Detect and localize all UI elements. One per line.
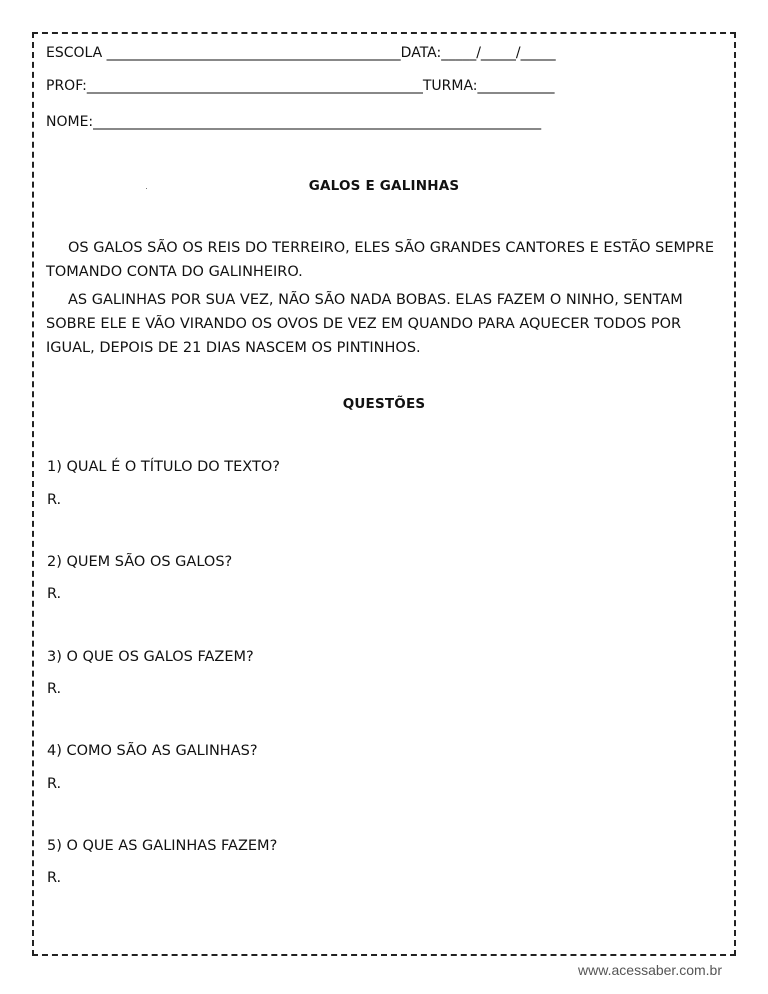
answer-5-label: R. bbox=[47, 870, 62, 886]
question-5: 5) O QUE AS GALINHAS FAZEM? bbox=[47, 838, 278, 854]
prof-turma-line: PROF:________________________________________________TURMA:___________ bbox=[46, 78, 555, 94]
question-2: 2) QUEM SÃO OS GALOS? bbox=[47, 554, 233, 570]
question-3: 3) O QUE OS GALOS FAZEM? bbox=[47, 649, 254, 665]
answer-1-label: R. bbox=[47, 492, 62, 508]
text-title: GALOS E GALINHAS bbox=[308, 178, 460, 194]
escola-data-line: ESCOLA __________________________________________DATA:_____/_____/_____ bbox=[46, 45, 556, 61]
question-1: 1) QUAL É O TÍTULO DO TEXTO? bbox=[47, 459, 280, 475]
answer-2-label: R. bbox=[47, 586, 62, 602]
answer-3-label: R. bbox=[47, 681, 62, 697]
answer-4-label: R. bbox=[47, 776, 62, 792]
nome-line: NOME:________________________________________________________________ bbox=[46, 114, 542, 130]
questions-title: QUESTÕES bbox=[342, 396, 426, 412]
footer-site-url: www.acessaber.com.br bbox=[578, 962, 722, 978]
paragraph-galinhas: AS GALINHAS POR SUA VEZ, NÃO SÃO NADA BOBAS. ELAS FAZEM O NINHO, SENTAM SOBRE ELE E VÃO VIRANDO OS OVOS DE VEZ EM QUANDO PARA AQUECER TODOS POR IGUAL, DEPOIS DE 21 DIAS NASCEM OS PINTINHOS. bbox=[46, 292, 683, 356]
question-4: 4) COMO SÃO AS GALINHAS? bbox=[47, 743, 258, 759]
worksheet-border bbox=[32, 32, 736, 956]
paragraph-galos: OS GALOS SÃO OS REIS DO TERREIRO, ELES SÃO GRANDES CANTORES E ESTÃO SEMPRE TOMANDO CONTA DO GALINHEIRO. bbox=[46, 240, 715, 280]
